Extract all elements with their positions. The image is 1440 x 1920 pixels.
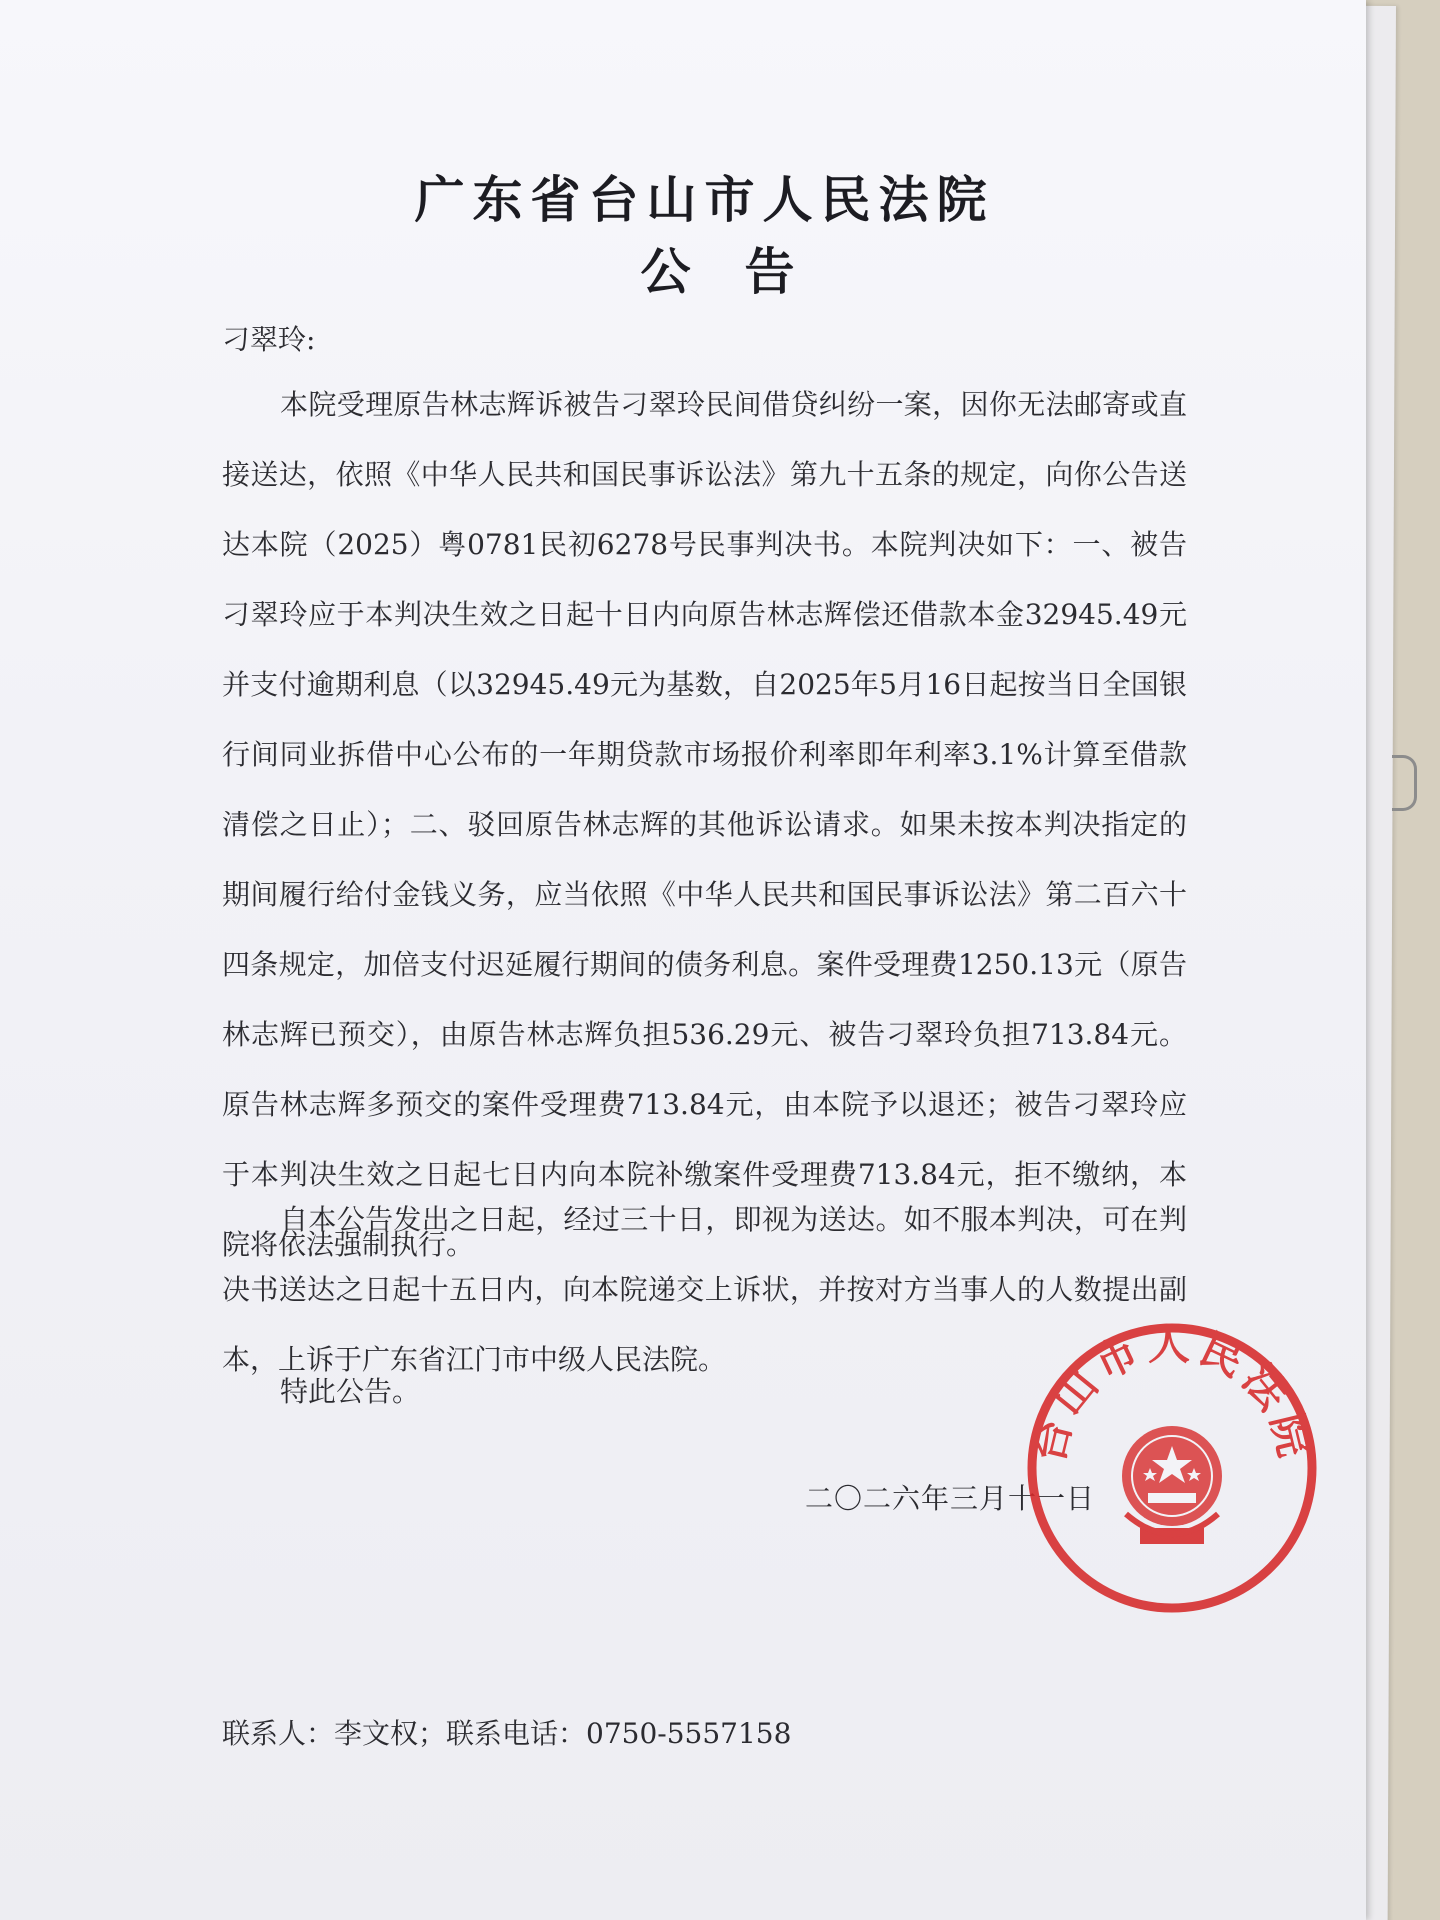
seal-text: 台山市人民法院: [1023, 1319, 1321, 1468]
national-emblem-icon: [1122, 1426, 1222, 1544]
closing-paragraph: 特此公告。: [280, 1375, 421, 1408]
notice-date: 二〇二六年三月十一日: [805, 1482, 1096, 1515]
notice-heading: 公告: [640, 243, 849, 301]
court-title: 广东省台山市人民法院: [414, 171, 995, 229]
addressee: 刁翠玲:: [222, 323, 316, 356]
court-seal-stamp: [1022, 1318, 1322, 1618]
judgment-paragraph: 本院受理原告林志辉诉被告刁翠玲民间借贷纠纷一案，因你无法邮寄或直接送达，依照《中华人民共和国民事诉讼法》第九十五条的规定，向你公告送达本院（2025）粤0781民初6278号民事判决书。本院判决如下：一、被告刁翠玲应于本判决生效之日起十日内向原告林志辉偿还借款本金32945.49元并支付逾期利息（以32945.49元为基数，自2025年5月16日起按当日全国银行间同业拆借中心公布的一年期贷款市场报价利率即年利率3.1%计算至借款清偿之日止）；二、驳回原告林志辉的其他诉讼请求。如果未按本判决指定的期间履行给付金钱义务，应当依照《中华人民共和国民事诉讼法》第二百六十四条规定，加倍支付迟延履行期间的债务利息。案件受理费1250.13元（原告林志辉已预交），由原告林志辉负担536.29元、被告刁翠玲负担713.84元。原告林志辉多预交的案件受理费713.84元，由本院予以退还；被告刁翠玲应于本判决生效之日起七日内向本院补缴案件受理费713.84元，拒不缴纳，本院将依法强制执行。: [222, 388, 1187, 1261]
service-paragraph: 自本公告发出之日起，经过三十日，即视为送达。如不服本判决，可在判决书送达之日起十五日内，向本院递交上诉状，并按对方当事人的人数提出副本，上诉于广东省江门市中级人民法院。: [222, 1203, 1187, 1376]
contact-line: 联系人：李文权；联系电话：0750-5557158: [222, 1717, 792, 1750]
paper-clip: [1392, 755, 1417, 811]
